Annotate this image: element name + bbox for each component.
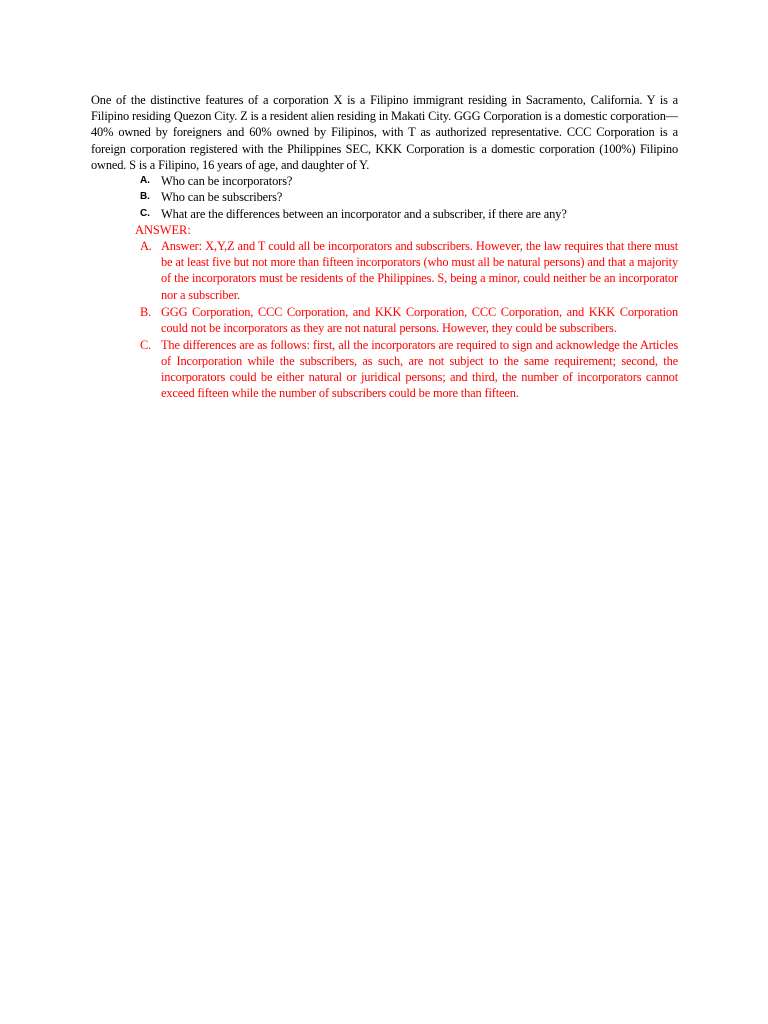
document-page (91, 92, 678, 402)
problem-statement: One of the distinctive features of a corporation X is a Filipino immigrant residing in Sacramento, California. Y is a Filipino residing Quezon City. Z is a resident alien residing in Makati City. GGG Corporation is a domestic corporation—40% owned by foreigners and 60% owned by Filipinos, with T as authorized representative. CCC Corporation is a foreign corporation registered with the Philippines SEC, KKK Corporation is a domestic corporation (100%) Filipino owned. S is a Filipino, 16 years of age, and daughter of Y. (91, 93, 678, 172)
answer-list (91, 238, 678, 401)
answer-marker: B. (140, 304, 152, 319)
question-marker: B. (140, 191, 150, 203)
answer-marker: C. (140, 337, 152, 352)
question-text: Who can be subscribers? (161, 190, 283, 205)
question-marker: C. (140, 207, 150, 219)
question-text: What are the differences between an incorporator and a subscriber, if there are any? (161, 206, 567, 221)
answer-text: Answer: X,Y,Z and T could all be incorporators and subscribers. However, the law requires that there must be at least five but not more than fifteen incorporators (who must all be natural persons) and that a majority of the incorporators must be residents of the Philippines. S, being a minor, could neither be an incorporator nor a subscriber. (161, 239, 678, 302)
question-text: Who can be incorporators? (161, 174, 293, 189)
question-marker: A. (140, 175, 150, 187)
answer-text: The differences are as follows: first, all the incorporators are required to sign and acknowledge the Articles of Incorporation while the subscribers, as such, are not subject to the same requirement; second, the incorporators could be either natural or juridical persons; and third, the number of incorporators cannot exceed fifteen while the number of subscribers could be more than fifteen. (161, 337, 678, 401)
answer-item-a (91, 238, 678, 302)
answer-text: GGG Corporation, CCC Corporation, and KKK Corporation, CCC Corporation, and KKK Corporation could not be incorporators as they are not natural persons. However, they could be subscribers. (161, 304, 678, 335)
answer-heading: ANSWER: (135, 223, 191, 238)
answer-marker: A. (140, 239, 152, 254)
question-item-b (91, 189, 678, 205)
question-item-c (91, 206, 678, 222)
question-list (91, 173, 678, 222)
answer-item-b (91, 304, 678, 336)
answer-item-c (91, 337, 678, 401)
question-item-a (91, 173, 678, 189)
